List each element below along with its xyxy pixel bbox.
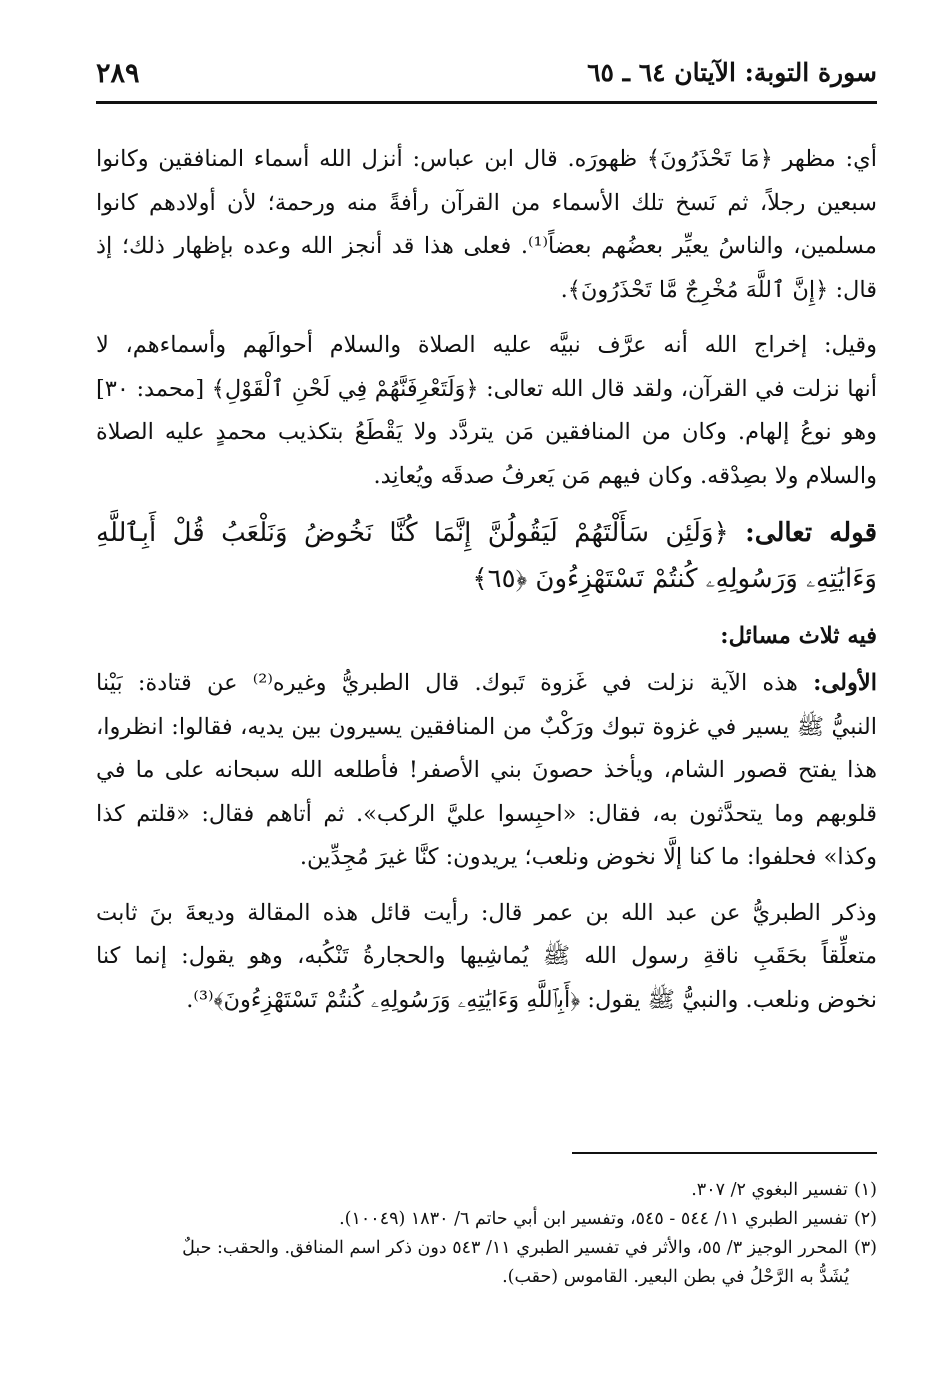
footnote xyxy=(96,1176,877,1205)
text-line: قلوبهم وما يتحدَّثون به، فقال: «احبِسوا عليَّ الركب». ثم أتاهم فقال: «قلتم كذا xyxy=(96,800,877,827)
text-line: متعلِّقاً بحَقَبِ ناقةِ رسول الله ﷺ يُماشِيها والحجارةُ تَنْكُبه، وهو يقول: إنما كنا xyxy=(96,943,877,969)
verse-line-1 xyxy=(96,510,877,556)
verse-block xyxy=(96,510,877,602)
running-title: سورة التوبة: الآيتان ٦٤ ـ ٦٥ xyxy=(587,58,877,87)
footnote-number: (٣) xyxy=(853,1238,877,1258)
paragraph-1 xyxy=(96,138,877,312)
text-line: قال: ﴿إِنَّ ٱللَّهَ مُخْرِجٌ مَّا تَحْذَرُونَ﴾. xyxy=(560,276,877,303)
text-line: سبعين رجلاً، ثم نَسخ تلك الأسماء من القرآن رأفةً منه ورحمة؛ لأن أولادهم كانوا xyxy=(96,189,877,216)
text-line: هذا يفتح قصور الشام، ويأخذ حصونَ بني الأصفر! فأطلعه الله سبحانه على ما في xyxy=(96,757,877,783)
footnote xyxy=(96,1205,877,1234)
text-line: وذكر الطبريُّ عن عبد الله بن عمر قال: رأيت قائل هذه المقالة وديعةَ بنَ ثابت xyxy=(96,899,877,926)
text-line: نخوض ونلعب. والنبيُّ ﷺ يقول: ﴿أَبِٱللَّهِ وَءَايَٰتِهِۦ وَرَسُولِهِۦ كُنتُمْ تَسْتَهْزِءُونَ﴾⁽³⁾. xyxy=(186,986,877,1013)
footnote-number: (١) xyxy=(853,1180,877,1200)
issue-lead: الأولى: xyxy=(813,670,877,696)
text-line xyxy=(96,662,877,706)
footnote-number: (٢) xyxy=(853,1209,877,1229)
footnotes xyxy=(96,1176,877,1292)
line-text: هذه الآية نزلت في غَزوة تَبوك. قال الطبريُّ وغيره⁽²⁾ عن قتادة: بَيْنا xyxy=(96,670,798,696)
text-line: وقيل: إخراج الله أنه عرَّف نبيَّه عليه الصلاة والسلام أحوالَهم وأسماءهم، لا xyxy=(96,332,877,358)
header-divider xyxy=(96,101,877,104)
page-header xyxy=(96,58,877,98)
text-line: النبيُّ ﷺ يسير في غزوة تبوك ورَكْبٌ من المنافقين يسيرون بين يديه، فقالوا: انظروا، xyxy=(96,713,877,740)
footnote-text: يُشَدُّ به الرَّحْلُ في بطن البعير. القاموس (حقب). xyxy=(502,1267,849,1287)
footnote-divider xyxy=(572,1152,877,1154)
footnote-continuation xyxy=(96,1263,877,1292)
footnote xyxy=(96,1234,877,1263)
paragraph-2 xyxy=(96,324,877,498)
page-body xyxy=(96,138,877,1034)
verse-line-2: وَءَايَٰتِهِۦ وَرَسُولِهِۦ كُنتُمْ تَسْتَهْزِءُونَ ﴿٦٥﴾ xyxy=(472,564,877,594)
text-line: أي: مظهر ﴿مَا تَحْذَرُونَ﴾ ظهورَه. قال ابن عباس: أنزل الله أسماء المنافقين وكانوا xyxy=(96,146,877,172)
paragraph-4 xyxy=(96,892,877,1023)
section-subheading: فيه ثلاث مسائل: xyxy=(720,623,877,649)
text-line: وكذا» فحلفوا: ما كنا إلَّا نخوض ونلعب؛ يريدون: كنَّا غيرَ مُجِدِّين. xyxy=(299,844,877,870)
text-line: والسلام ولا بصِدْقه. وكان فيهم مَن يَعرفُ صدقَه ويُعانِد. xyxy=(373,462,877,489)
text-line: أنها نزلت في القرآن، ولقد قال الله تعالى: ﴿وَلَتَعْرِفَنَّهُمْ فِي لَحْنِ ٱلْقَوْلِ﴾ [محمد: ٣٠] xyxy=(96,375,877,402)
verse-text: ﴿وَلَئِن سَأَلْتَهُمْ لَيَقُولُنَّ إِنَّمَا كُنَّا نَخُوضُ وَنَلْعَبُ قُلْ أَبِٱللَّهِ xyxy=(96,518,729,548)
text-line: مسلمين، والناسُ يعيِّر بعضُهم بعضاً⁽¹⁾. فعلى هذا قد أنجز الله وعده بإظهار ذلك؛ إذ xyxy=(96,233,877,259)
verse-lead: قوله تعالى: xyxy=(745,518,877,548)
page-number: ٢٨٩ xyxy=(96,58,140,89)
footnote-text: المحرر الوجيز ٣/ ٥٥، والأثر في تفسير الطبري ١١/ ٥٤٣ دون ذكر اسم المنافق. والحقب: حبلٌ xyxy=(182,1238,848,1258)
paragraph-3 xyxy=(96,662,877,880)
footnote-text: تفسير البغوي ٢/ ٣٠٧. xyxy=(691,1180,848,1200)
footnote-text: تفسير الطبري ١١/ ٥٤٤ - ٥٤٥، وتفسير ابن أبي حاتم ٦/ ١٨٣٠ (١٠٠٤٩). xyxy=(339,1209,848,1229)
text-line: وهو نوعُ إلهام. وكان من المنافقين مَن يتردَّد ولا يَقْطَعُ بتكذيب محمدٍ عليه الصلاة xyxy=(96,419,877,445)
